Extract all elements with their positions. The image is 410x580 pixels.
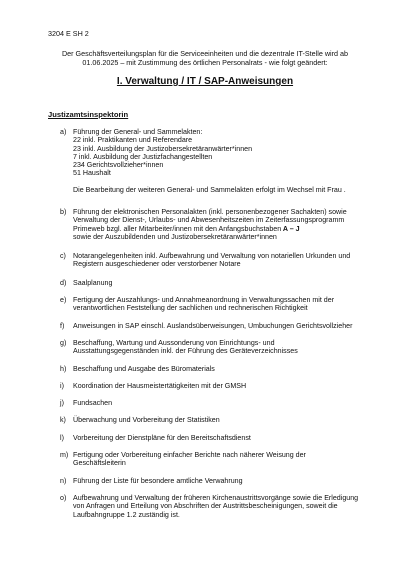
item-line: Verwaltung der Dienst-, Urlaubs- und Abwesenheitszeiten im Zeiterfassungsprogramm bbox=[73, 216, 345, 225]
list-item-o bbox=[60, 494, 380, 519]
list-item-c bbox=[60, 252, 380, 269]
item-letter: d) bbox=[60, 279, 67, 287]
item-line: Registern ausgeschiedener oder verstorbener Notare bbox=[73, 260, 241, 269]
item-text bbox=[73, 382, 380, 390]
item-line: Beschaffung, Wartung und Aussonderung von Einrichtungs- und bbox=[73, 339, 275, 347]
item-letter: j) bbox=[60, 399, 64, 407]
intro-paragraph bbox=[40, 50, 370, 67]
list-item-l bbox=[60, 434, 380, 442]
list-item-d bbox=[60, 279, 380, 287]
item-letter: g) bbox=[60, 339, 67, 347]
item-text bbox=[73, 434, 380, 442]
item-line: Führung der Liste für besondere amtliche Verwahrung bbox=[73, 477, 243, 485]
item-letter: o) bbox=[60, 494, 67, 502]
item-text bbox=[73, 399, 380, 407]
item-letter: m) bbox=[60, 451, 69, 459]
item-letter: i) bbox=[60, 382, 64, 390]
list-item-h bbox=[60, 365, 380, 373]
item-text bbox=[73, 322, 380, 330]
item-text bbox=[73, 451, 380, 468]
list-item-n bbox=[60, 477, 380, 485]
item-line: Fertigung oder Vorbereitung einfacher Berichte nach näherer Weisung der bbox=[73, 451, 306, 459]
item-line: Aufbewahrung und Verwaltung der früheren Kirchenaustrittsvorgänge sowie die Erledigung bbox=[73, 494, 359, 502]
list-item-g bbox=[60, 339, 380, 356]
item-line: 234 Gerichtsvollzieher*innen bbox=[73, 161, 164, 170]
item-note: Die Bearbeitung der weiteren General- und Sammelakten erfolgt im Wechsel mit Frau . bbox=[73, 185, 346, 194]
list-item-k bbox=[60, 416, 380, 424]
letter-range: A – J bbox=[281, 224, 300, 233]
item-text bbox=[73, 128, 380, 194]
item-line: Überwachung und Vorbereitung der Statistiken bbox=[73, 416, 220, 424]
intro-line: 01.06.2025 – mit Zustimmung des örtlichen Personalrats - wie folgt geändert: bbox=[82, 57, 328, 67]
list-item-a bbox=[60, 128, 380, 194]
item-line: Koordination der Hausmeistertätigkeiten mit der GMSH bbox=[73, 382, 247, 390]
list-item-b bbox=[60, 208, 380, 241]
item-line: Anweisungen in SAP einschl. Auslandsüberweisungen, Umbuchungen Gerichtsvollzieher bbox=[73, 322, 353, 330]
list-item-m bbox=[60, 451, 380, 468]
reference-number: 3204 E SH 2 bbox=[48, 29, 89, 38]
role-subheading: Justizamtsinspektorin bbox=[48, 110, 129, 119]
item-line: Ausstattungsgegenständen inkl. der Führung des Geräteverzeichnisses bbox=[73, 347, 298, 356]
item-line: Führung der General- und Sammelakten: bbox=[73, 128, 203, 136]
item-text bbox=[73, 208, 380, 241]
item-letter: e) bbox=[60, 296, 67, 304]
item-text bbox=[73, 365, 380, 373]
item-line: Fundsachen bbox=[73, 399, 113, 407]
item-letter: l) bbox=[60, 434, 64, 442]
item-letter: f) bbox=[60, 322, 65, 330]
item-line bbox=[73, 225, 380, 233]
item-line: verantwortlichen Feststellung der sachlichen und rechnerischen Richtigkeit bbox=[73, 304, 308, 313]
item-letter: k) bbox=[60, 416, 66, 424]
item-line: 23 inkl. Ausbildung der Justizobersekretäranwärter*innen bbox=[73, 144, 253, 153]
item-line: 51 Haushalt bbox=[73, 169, 111, 178]
item-line: Fertigung der Auszahlungs- und Annahmeanordnung in Verwaltungssachen mit der bbox=[73, 296, 335, 304]
item-letter: n) bbox=[60, 477, 67, 485]
item-line: Führung der elektronischen Personalakten (inkl. personenbezogener Sachakten) sowie bbox=[73, 208, 347, 216]
item-text bbox=[73, 416, 380, 424]
item-line: 22 inkl. Praktikanten und Referendare bbox=[73, 136, 193, 145]
item-text bbox=[73, 296, 380, 313]
list-item-i bbox=[60, 382, 380, 390]
section-heading: I. Verwaltung / IT / SAP-Anweisungen bbox=[116, 76, 294, 87]
item-line-text: Primeweb bzgl. aller Mitarbeiter/innen mit den Anfangsbuchstaben bbox=[73, 224, 282, 233]
item-text bbox=[73, 339, 380, 356]
item-line: Beschaffung und Ausgabe des Büromaterials bbox=[73, 365, 215, 373]
item-letter: h) bbox=[60, 365, 67, 373]
item-line: Geschäftsleiterin bbox=[73, 459, 126, 468]
item-line: 7 inkl. Ausbildung der Justizfachangestellten bbox=[73, 152, 213, 161]
item-line: Saalplanung bbox=[73, 279, 113, 287]
item-line: Vorbereitung der Dienstpläne für den Bereitschaftsdienst bbox=[73, 434, 251, 442]
item-text bbox=[73, 252, 380, 269]
item-line: Laufbahngruppe 1.2 zuständig ist. bbox=[73, 510, 180, 519]
item-text bbox=[73, 477, 380, 485]
intro-line: Der Geschäftsverteilungsplan für die Serviceeinheiten und die dezentrale IT-Stelle wird ab bbox=[61, 49, 349, 58]
item-line: von Anfragen und Erteilung von Abschriften der Austrittsbescheinigungen, soweit die bbox=[73, 502, 338, 511]
item-letter: a) bbox=[60, 128, 67, 136]
item-text bbox=[73, 494, 380, 519]
item-line: Notarangelegenheiten inkl. Aufbewahrung und Verwaltung von notariellen Urkunden und bbox=[73, 252, 351, 260]
item-letter: c) bbox=[60, 252, 66, 260]
list-item-f bbox=[60, 322, 380, 330]
item-letter: b) bbox=[60, 208, 67, 216]
list-item-e bbox=[60, 296, 380, 313]
item-line: sowie der Auszubildenden und Justizobersekretäranwärter*innen bbox=[73, 232, 277, 241]
item-text bbox=[73, 279, 380, 287]
list-item-j bbox=[60, 399, 380, 407]
